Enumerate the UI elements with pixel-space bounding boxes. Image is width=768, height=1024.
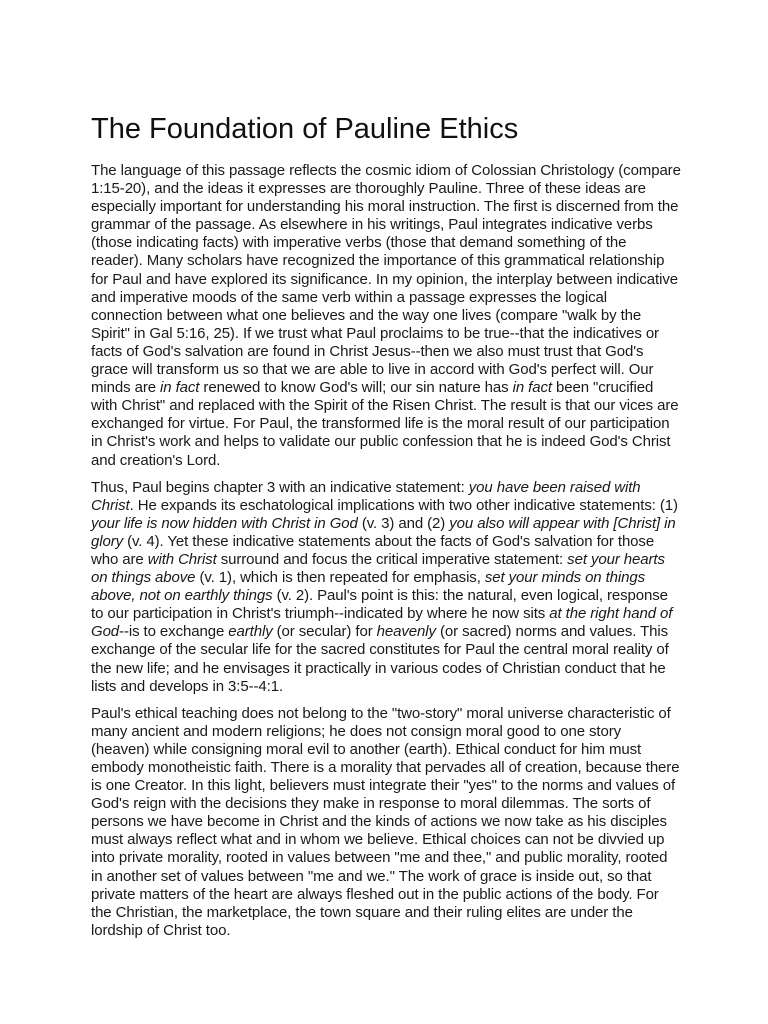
document-title: The Foundation of Pauline Ethics [91,113,519,145]
italic-run: set your hearts on things above [91,550,665,587]
text-run: --is to exchange [119,623,229,641]
document-body [91,162,681,940]
text-run: renewed to know God's will; our sin nature has [199,379,513,397]
text-run: (or sacred) norms and values. This exchange of the secular life for the sacred constitutes for Paul the central moral reality of the new life; and he envisages it practically in various codes of Christian conduct that he lists and develops in 3:5--4:1. [91,623,669,695]
italic-run: your life is now hidden with Christ in God [91,514,358,532]
italic-run: in fact [160,379,200,397]
paragraph-2 [91,479,681,696]
text-run: Thus, Paul begins chapter 3 with an indicative statement: [91,478,469,496]
italic-run: you have been raised with Christ [91,478,641,514]
text-run: Paul's ethical teaching does not belong to the "two-story" moral universe characteristic of many ancient and modern religions; he does not consign moral good to one story (heaven) while consigning moral evil to another (earth). Ethical conduct for him must embody monotheistic faith. There is a morality that pervades all of creation, because there is one Creator. In this light, believers must integrate their "yes" to the norms and values of God's reign with the decisions they make in response to moral dilemmas. The sorts of persons we have become in Christ and the kinds of actions we now take as his disciples must always reflect what and in whom we believe. Ethical choices can not be divvied up into private morality, rooted in values between "me and thee," and public morality, rooted in another set of values between "me and we." The work of grace is inside out, so that private matters of the heart are always fleshed out in the public actions of the body. For the Christian, the marketplace, the town square and their ruling elites are under the lordship of Christ too. [91,704,680,939]
paragraph-3 [91,705,681,940]
text-run: The language of this passage reflects the cosmic idiom of Colossian Christology (compare 1:15-20), and the ideas it expresses are thoroughly Pauline. Three of these ideas are especially important for understanding his moral instruction. The first is discerned from the grammar of the passage. As elsewhere in his writings, Paul integrates indicative verbs (those indicating facts) with imperative verbs (those that demand something of the reader). Many scholars have recognized the importance of this grammatical relationship for Paul and have explored its significance. In my opinion, the interplay between indicative and imperative moods of the same verb within a passage expresses the logical connection between what one believes and the way one lives (compare "walk by the Spirit" in Gal 5:16, 25). If we trust what Paul proclaims to be true--that the indicatives or facts of God's salvation are found in Christ Jesus--then we also must trust that God's grace will transform us so that we are able to live in accord with God's perfect will. Our minds are [91,162,681,397]
text-run: (or secular) for [272,623,377,641]
text-run: (v. 1), which is then repeated for emphasis, [195,569,485,587]
text-run: (v. 4). Yet these indicative statements about the facts of God's salvation for those who are [91,532,655,568]
italic-run: in fact [512,379,552,397]
italic-run: set your minds on things above, not on earthly things [91,569,646,605]
text-run: (v. 3) and (2) [357,514,450,532]
document-page [91,112,681,949]
paragraph-1 [91,162,681,470]
italic-run: earthly [228,623,273,641]
text-run: (v. 2). Paul's point is this: the natural, even logical, response to our participation in Christ's triumph--indicated by where he now sits [91,587,668,623]
text-run: been "crucified with Christ" and replaced with the Spirit of the Risen Christ. The result is that our vices are exchanged for virtue. For Paul, the transformed life is the moral result of our participation in Christ's work and helps to validate our public confession that he is indeed God's Christ and creation's Lord. [91,379,679,469]
text-run: surround and focus the critical imperative statement: [216,550,568,568]
italic-run: heavenly [376,623,436,641]
italic-run: with Christ [147,550,217,568]
text-run: . He expands its eschatological implications with two other indicative statements: (1) [129,496,678,514]
italic-run: at the right hand of God [91,605,673,641]
italic-run: you also will appear with [Christ] in glory [91,514,676,550]
